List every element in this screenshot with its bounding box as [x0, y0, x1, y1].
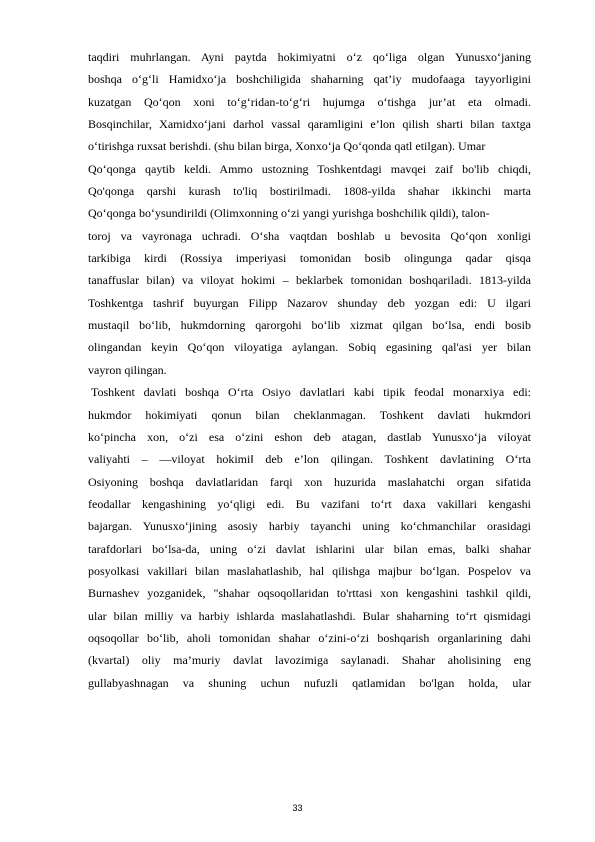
text-line: olingandan keyin Qo‘qon viloyatiga aylangan. Sobiq egasining qal'asi yer bilan — [88, 340, 531, 355]
text-line: oqsoqollar bo‘lib, aholi tomonidan shahar o‘zini-o‘zi boshqarish organlarining dahi — [88, 630, 531, 645]
text-line: posyolkasi vakillari bilan maslahatlashib, hal qilishga majbur bo‘lgan. Pospelov va — [88, 563, 531, 578]
text-line: vayron qilingan. — [88, 362, 167, 377]
text-line: Qo'qonga qarshi kurash to'liq bostirilmadi. 1808-yilda shahar ikkinchi marta — [88, 184, 531, 199]
text-line: Toshkentga tashrif buyurgan Filipp Nazarov shunday deb yozgan edi: U ilgari — [88, 295, 531, 310]
text-line: Bosqinchilar, Xamidxo‘jani darhol vassal qaramligini e’lon qilish sharti bilan taxtga — [88, 117, 531, 132]
text-line: ular bilan milliy va harbiy ishlarda maslahatlashdi. Bular shaharning to‘rt qismidagi — [88, 608, 531, 623]
text-line: tanaffuslar bilan) va viloyat hokimi – beklarbek tomonidan boshqariladi. 1813-yilda — [88, 273, 531, 288]
text-line: Osiyoning boshqa davlatlaridan farqi xon huzurida maslahatchi organ sifatida — [88, 474, 531, 489]
text-line: taqdiri muhrlangan. Ayni paytda hokimiyatni o‘z qo‘liga olgan Yunusxo‘janing — [88, 50, 531, 64]
page-number: 33 — [292, 803, 303, 813]
text-line: mustaqil bo‘lib, hukmdorning qarorgohi bo‘lib xizmat qilgan bo‘lsa, endi bosib — [88, 318, 531, 333]
text-line: gullabyashnagan va shuning uchun nufuzli qatlamidan bo'lgan holda, ular — [88, 675, 531, 690]
text-line: toroj va vayronaga uchradi. O‘sha vaqtdan boshlab u bevosita Qo‘qon xonligi — [88, 228, 531, 243]
paragraph-2 — [88, 381, 531, 694]
text-line: Burnashev yozganidek, "shahar oqsoqollaridan to'rttasi xon kengashini tashkil qildi, — [88, 586, 531, 601]
paragraph-1 — [88, 46, 531, 381]
text-line: hukmdor hokimiyati qonun bilan cheklanmagan. Toshkent davlati hukmdori — [88, 407, 531, 422]
text-line: Toshkent davlati boshqa O‘rta Osiyo davlatlari kabi tipik feodal monarxiya edi: — [91, 385, 531, 400]
text-line: Qo‘qonga bo‘ysundirildi (Olimxonning o‘zi yangi yurishga boshchilik qildi), talon- — [88, 206, 490, 221]
document-page — [88, 46, 531, 694]
text-line: tarkibiga kirdi (Rossiya imperiyasi tomonidan bosib olingunga qadar qisqa — [88, 251, 531, 266]
text-line: feodallar kengashining yo‘qligi edi. Bu vazifani to‘rt daxa vakillari kengashi — [88, 496, 531, 511]
text-line: Qo‘qonga qaytib keldi. Ammo ustozning Toshkentdagi mavqei zaif bo'lib chiqdi, — [88, 161, 531, 176]
text-line: ko‘pincha xon, o‘zi esa o‘zini eshon deb atagan, dastlab Yunusxo‘ja viloyat — [88, 429, 531, 444]
text-line: boshqa o‘g‘li Hamidxo‘ja boshchiligida shaharning qat’iy mudofaaga tayyorligini — [88, 72, 531, 87]
text-line: tarafdorlari bo‘lsa-da, uning o‘zi davlat ishlarini ular bilan emas, balki shahar — [88, 541, 531, 556]
text-line: kuzatgan Qo‘qon xoni to‘g‘ridan-to‘g‘ri hujumga o‘tishga jur’at eta olmadi. — [88, 94, 531, 109]
text-line: o‘tirishga ruxsat berishdi. (shu bilan birga, Xonxo‘ja Qo‘qonda qatl etilgan). Umar — [88, 139, 486, 154]
text-line: (kvartal) oliy ma’muriy davlat lavozimiga saylanadi. Shahar aholisining eng — [88, 653, 531, 668]
text-line: bajargan. Yunusxo‘jining asosiy harbiy tayanchi uning ko‘chmanchilar orasidagi — [88, 519, 531, 534]
text-line: valiyahti – ―viloyat hokimi‖ deb e’lon qilingan. Toshkent davlatining O‘rta — [88, 452, 531, 467]
